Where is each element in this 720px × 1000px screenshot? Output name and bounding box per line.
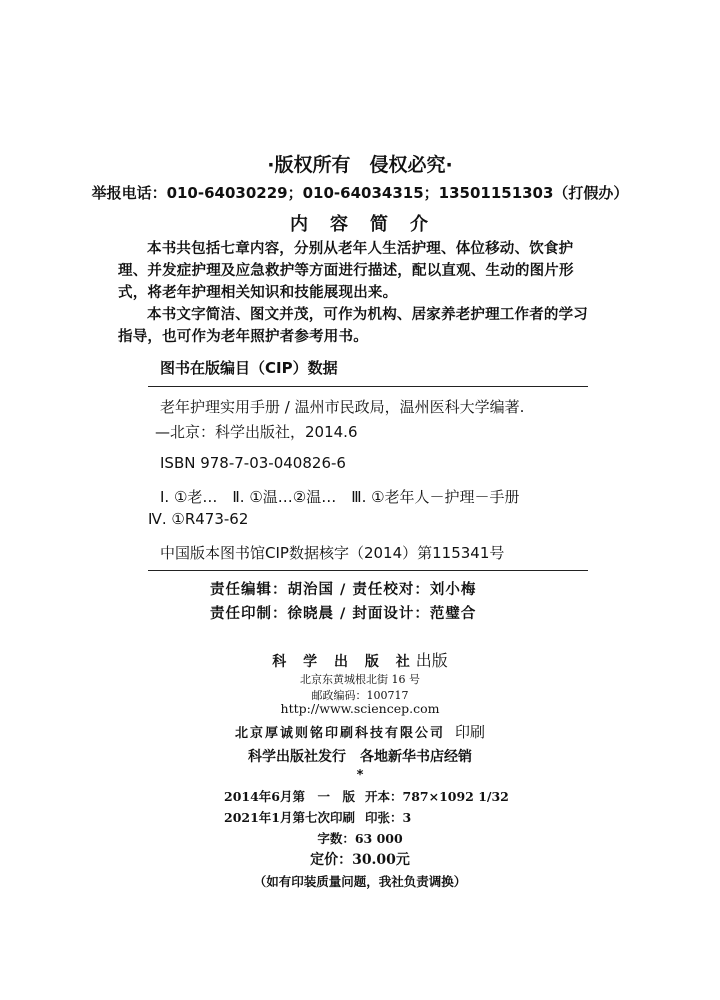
printer-line [0, 721, 720, 742]
staff-editors: 责任编辑：胡治国 / 责任校对：刘小梅 [210, 582, 477, 598]
publisher-line [0, 648, 720, 671]
publisher-address: 北京东黄城根北街 16 号 [300, 673, 420, 686]
report-hotline: 举报电话：010-64030229；010-64034315；13501151303（打假办） [91, 184, 629, 202]
cip-title-line: 老年护理实用手册 / 温州市民政局，温州医科大学编著. [160, 398, 525, 416]
intro-body [118, 238, 598, 348]
intro-title: 内 容 简 介 [290, 214, 430, 235]
publisher-action: 出版 [415, 651, 448, 670]
spec-words: 字数：63 000 [317, 831, 403, 846]
copyright-notice: ·版权所有 侵权必究· [267, 154, 453, 176]
separator-star: * [356, 768, 364, 783]
intro-paragraph-1: 本书共包括七章内容，分别从老年人生活护理、体位移动、饮食护理、并发症护理及应急救护等方面进行描述，配以直观、生动的图片形式，将老年护理相关知识和技能展现出来。 [118, 241, 574, 301]
printer-name: 北京厚诚则铭印刷科技有限公司 [234, 726, 445, 741]
spec-printing-row [224, 808, 411, 826]
spec-edition-row [224, 787, 509, 805]
printer-action: 印刷 [455, 723, 486, 741]
publisher-name: 科 学 出 版 社 [272, 654, 416, 670]
cip-isbn: ISBN 978-7-03-040826-6 [160, 454, 346, 472]
publisher-postcode: 邮政编码：100717 [311, 689, 409, 702]
publisher-url: http://www.sciencep.com [280, 701, 440, 716]
cip-classification-2: Ⅳ. ①R473-62 [148, 510, 249, 528]
cip-bottom-rule [148, 570, 588, 571]
cip-top-rule [148, 386, 588, 387]
spec-printing: 2021年1月第七次印刷 [224, 810, 355, 825]
quality-note: （如有印装质量问题，我社负责调换） [253, 874, 467, 889]
spec-sheets: 印张：3 [365, 810, 412, 825]
cip-heading: 图书在版编目（CIP）数据 [160, 359, 338, 377]
staff-production: 责任印制：徐晓晨 / 封面设计：范璧合 [210, 606, 477, 622]
intro-paragraph-2: 本书文字简洁、图文并茂，可作为机构、居家养老护理工作者的学习指导，也可作为老年照护者参考用书。 [118, 307, 588, 345]
cip-verification: 中国版本图书馆CIP数据核字（2014）第115341号 [160, 544, 505, 562]
distribution-line: 科学出版社发行 各地新华书店经销 [248, 749, 472, 765]
spec-edition: 2014年6月第 一 版 [224, 789, 355, 804]
cip-imprint-line: —北京：科学出版社，2014.6 [155, 423, 358, 441]
spec-price: 定价：30.00元 [310, 852, 410, 868]
cip-classification-1: Ⅰ. ①老… Ⅱ. ①温…②温… Ⅲ. ①老年人－护理－手册 [160, 488, 520, 506]
spec-format: 开本：787×1092 1/32 [365, 789, 509, 804]
